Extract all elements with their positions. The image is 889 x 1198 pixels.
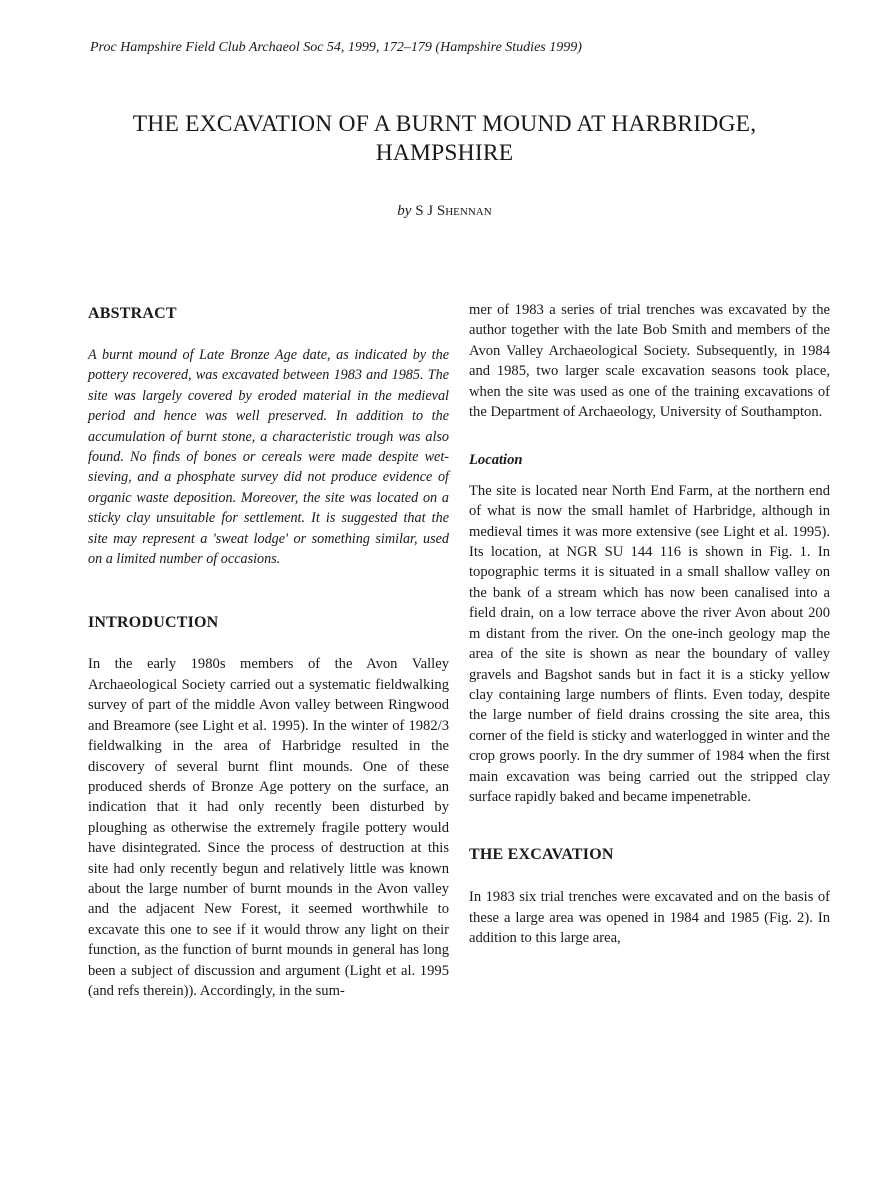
location-text: The site is located near North End Farm, at the northern end of what is now the small hamlet of Harbridge, although in medieval times it was more extensive (see Light et al. 1995). Its location, at NGR SU 144 116 is shown in Fig. 1. In topographic terms it is situated in a small shallow valley on the bank of a stream which has now been canalised into a field drain, on a low terrace above the river Avon about 200 m distant from the river. On the one-inch geology map the area of the site is shown as near the boundary of valley gravels and Bagshot sands but in fact it is a sticky yellow clay containing large numbers of flints. Even today, despite the large number of field drains crossing the site area, this corner of the field is sticky and waterlogged in winter and the crop grows poorly. In the dry summer of 1984 when the first main excavation was being carried out the stripped clay surface rapidly baked and became impenetrable. bbox=[469, 482, 830, 805]
article-title bbox=[60, 110, 829, 168]
right-column bbox=[469, 300, 830, 949]
excavation-text: In 1983 six trial trenches were excavated and on the basis of these a large area was opened in 1984 and 1985 (Fig. 2). In addition to this large area, bbox=[469, 889, 830, 947]
introduction-text-content: In the early 1980s members of the Avon Valley Archaeological Society carried out a systematic fieldwalking survey of part of the middle Avon valley between Ringwood and Breamore (see Light et al. 1995). In the winter of 1982/3 fieldwalking in the area of Harbridge resulted in the discovery of several burnt flint mounds. One of these produced sherds of Bronze Age pottery on the surface, an indication that it had only recently been disturbed by ploughing as otherwise the extremely fragile pottery would have disintegrated. Since the process of destruction at this site had only recently begun and relatively little was known about the large number of burnt mounds in the Avon valley and the adjacent New Forest, it seemed worthwhile to excavate this one to see if it would throw any light on their function, as the function of burnt mounds in general has long been a subject of discussion and argument (Light et al. 1995 (and refs therein)). Accordingly, in the sum- bbox=[88, 656, 449, 999]
byline-prefix: by bbox=[397, 203, 412, 219]
title-line-2: HAMPSHIRE bbox=[375, 140, 514, 166]
introduction-continuation: mer of 1983 a series of trial trenches was excavated by the author together with the late Bob Smith and members of the Avon Valley Archaeological Society. Subsequently, in 1984 and 1985, two larger scale excavation seasons took place, when the site was used as one of the training excavations of the Department of Archaeology, University of Southampton. bbox=[469, 302, 830, 421]
author-name: S J Shennan bbox=[415, 203, 492, 219]
title-line-1: THE EXCAVATION OF A BURNT MOUND AT HARBRIDGE, bbox=[132, 111, 757, 137]
byline bbox=[0, 203, 889, 220]
introduction-heading: INTRODUCTION bbox=[88, 614, 219, 632]
introduction-text bbox=[88, 654, 449, 1001]
excavation-heading: THE EXCAVATION bbox=[469, 846, 614, 864]
abstract-text: A burnt mound of Late Bronze Age date, as indicated by the pottery recovered, was excavated between 1983 and 1985. The site was largely covered by eroded material in the medieval period and hence was well preserved. In addition to the accumulation of burnt stone, a characteristic trough was also found. No finds of bones or cereals were made despite wet-sieving, and a phosphate survey did not produce evidence of organic waste deposition. Moreover, the site was located on a sticky clay unsuitable for settlement. It is suggested that the site may represent a 'sweat lodge' or something similar, used on a limited number of occasions. bbox=[88, 347, 449, 568]
journal-reference: Proc Hampshire Field Club Archaeol Soc 54, 1999, 172–179 (Hampshire Studies 1999) bbox=[90, 40, 582, 55]
left-column bbox=[88, 300, 449, 1001]
location-heading: Location bbox=[469, 452, 523, 469]
abstract-heading: ABSTRACT bbox=[88, 305, 177, 322]
